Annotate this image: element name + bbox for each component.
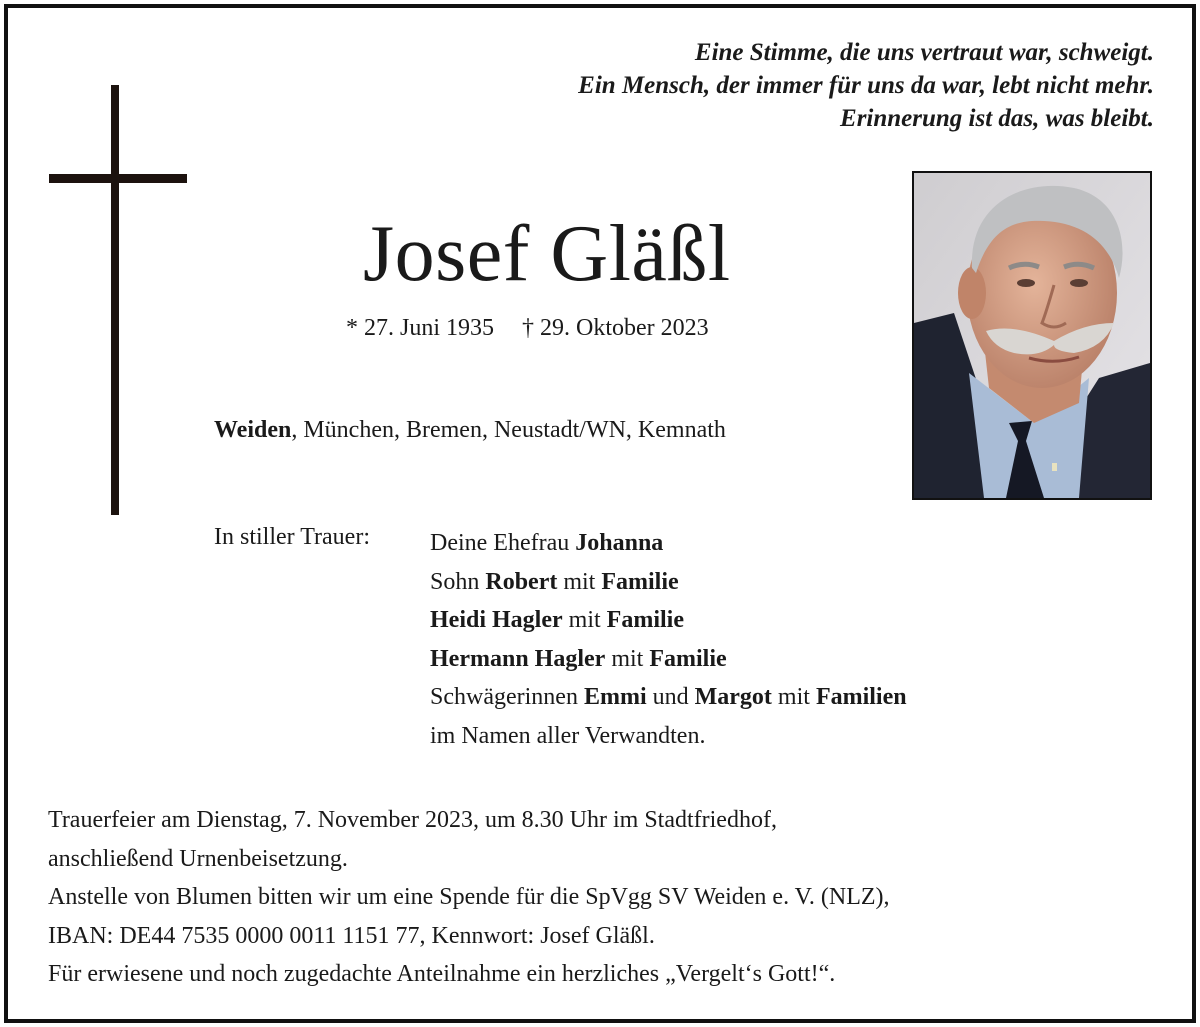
mourner-text: mit	[771, 684, 816, 710]
portrait-photo	[912, 171, 1152, 500]
mourner-name: Familie	[649, 645, 727, 672]
mourner-name: Emmi	[583, 684, 647, 710]
mourner-name: Heidi Hagler	[430, 607, 563, 633]
death-date: † 29. Oktober 2023	[522, 315, 709, 341]
mourner-line	[430, 524, 907, 563]
mourner-text: mit	[562, 607, 607, 633]
other-places: , München, Bremen, Neustadt/WN, Kemnath	[291, 417, 726, 443]
mourner-text: mit	[557, 568, 602, 595]
places-line	[214, 417, 726, 444]
birth-date: * 27. Juni 1935	[346, 315, 495, 341]
mourner-name: Margot	[694, 684, 772, 710]
mourner-name: Hermann Hagler	[430, 645, 606, 672]
mourning-label: In stiller Trauer:	[214, 524, 370, 550]
mourner-line: im Namen aller Verwandten.	[430, 722, 706, 749]
motto-line: Erinnerung ist das, was bleibt.	[840, 105, 1154, 132]
mourners-list	[430, 524, 907, 755]
cross-icon-horizontal-beam	[49, 174, 187, 183]
motto-verse	[578, 36, 1154, 135]
mourner-line	[430, 678, 907, 717]
mourner-text: und	[646, 684, 695, 710]
motto-line: Ein Mensch, der immer für uns da war, lebt nicht mehr.	[578, 72, 1154, 99]
mourner-text: Deine Ehefrau	[430, 530, 576, 556]
mourner-line	[430, 563, 907, 602]
main-place: Weiden	[214, 417, 292, 443]
cross-icon-vertical-beam	[111, 85, 119, 515]
mourner-name: Johanna	[575, 530, 664, 556]
info-line: IBAN: DE44 7535 0000 0011 1151 77, Kennwort: Josef Gläßl.	[48, 922, 655, 949]
info-line: anschließend Urnenbeisetzung.	[48, 845, 348, 872]
info-line: Für erwiesene und noch zugedachte Anteilnahme ein herzliches „Vergelt‘s Gott!“.	[48, 961, 836, 987]
mourner-name: Familie	[606, 607, 684, 633]
mourner-name: Robert	[485, 568, 558, 595]
mourner-line	[430, 601, 907, 640]
life-dates	[346, 315, 709, 342]
mourner-line	[430, 640, 907, 679]
notice-content	[8, 8, 1192, 1019]
service-info	[48, 801, 890, 994]
notice-frame	[4, 4, 1196, 1023]
info-line: Trauerfeier am Dienstag, 7. November 2023, um 8.30 Uhr im Stadtfriedhof,	[48, 807, 777, 833]
motto-line: Eine Stimme, die uns vertraut war, schweigt.	[694, 39, 1154, 66]
info-line: Anstelle von Blumen bitten wir um eine Spende für die SpVgg SV Weiden e. V. (NLZ),	[48, 884, 890, 910]
mourner-text: Sohn	[430, 568, 486, 595]
mourner-name: Familien	[815, 684, 907, 710]
portrait-image	[914, 173, 1150, 498]
mourner-text: mit	[605, 645, 650, 672]
deceased-name: Josef Gläßl	[363, 210, 731, 298]
mourner-text: Schwägerinnen	[430, 684, 584, 710]
mourner-name: Familie	[601, 568, 679, 595]
